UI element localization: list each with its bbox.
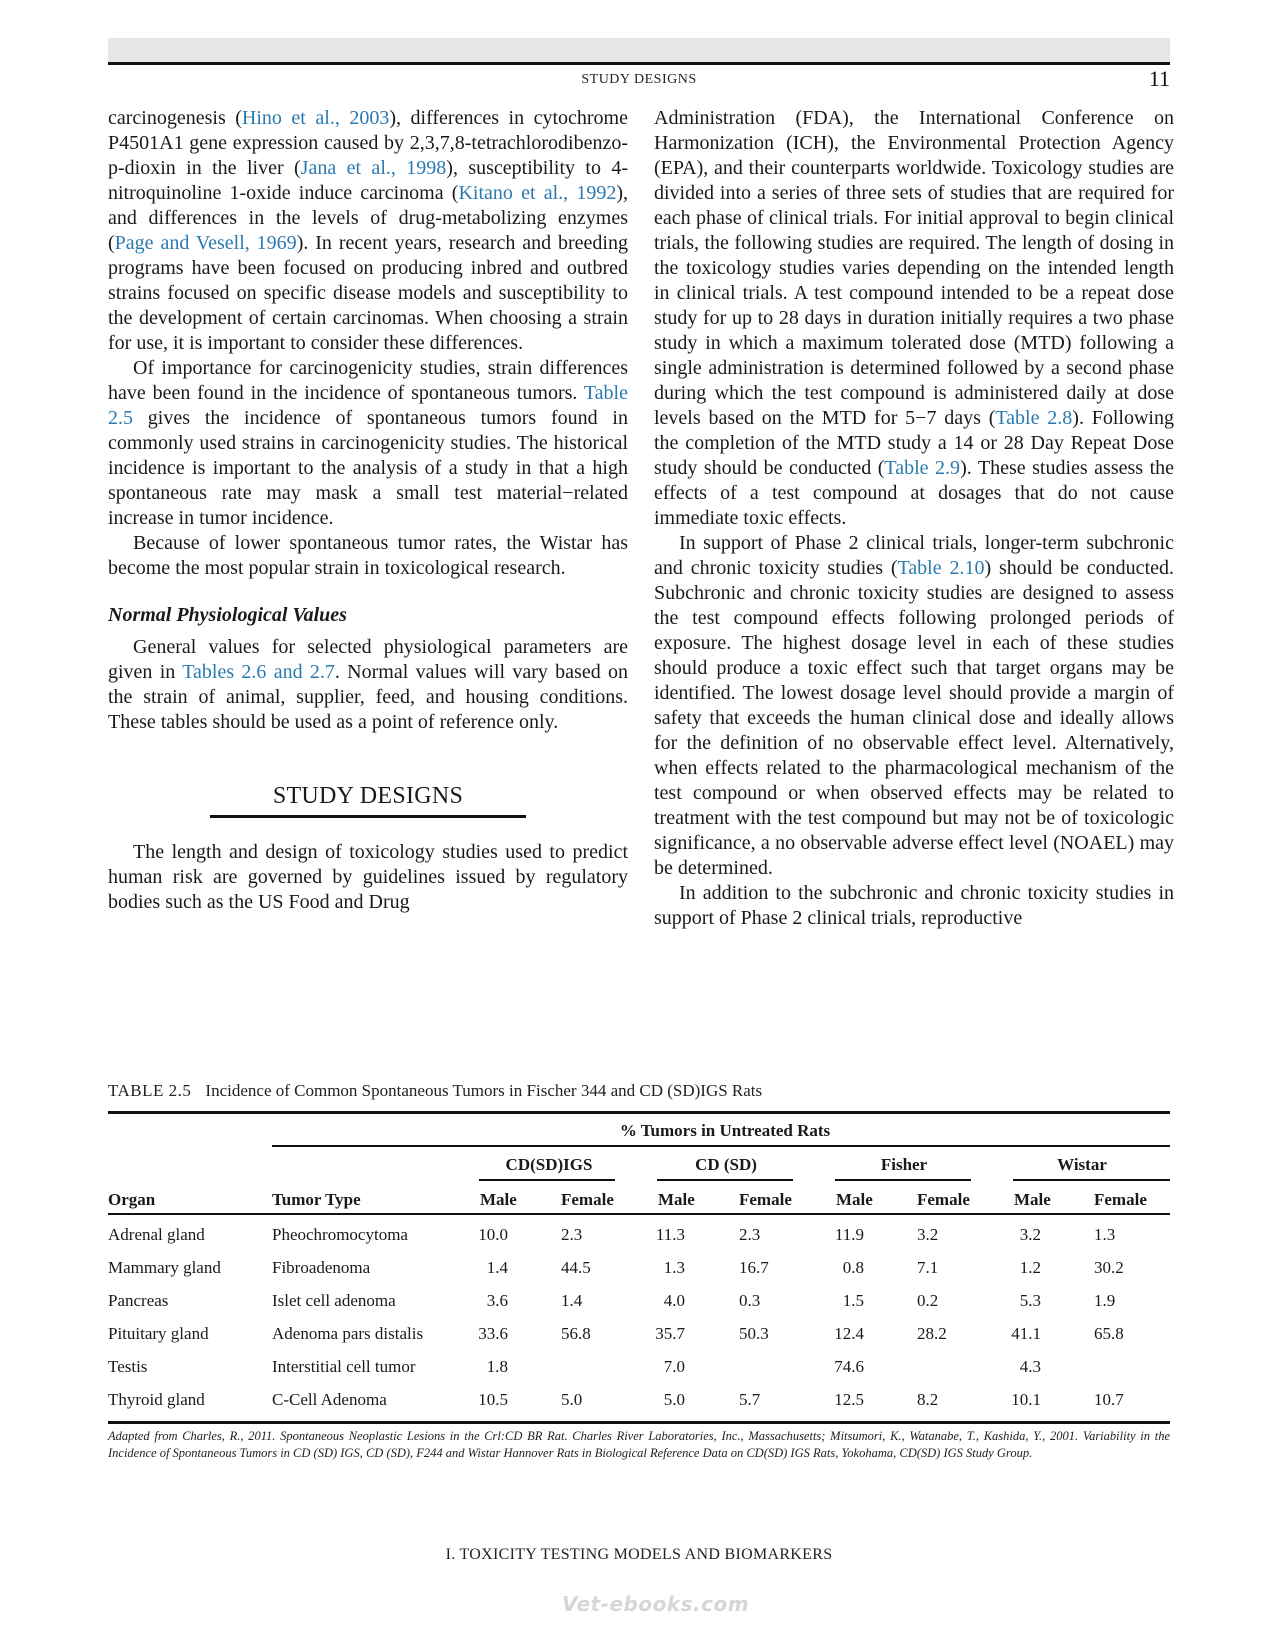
cell-value: 5.3: [1019, 1291, 1041, 1310]
text-run: In addition to the subchronic and chronic toxicity studies in support of Phase 2 clinical trials, reproductive: [654, 882, 1174, 929]
citation-link[interactable]: Tables 2.6 and 2.7: [182, 661, 335, 683]
text-run: ) should be conducted. Subchronic and chronic toxicity studies are designed to assess the test compound effects following prolonged periods of exposure. The highest dosage level in each of these studies should produce a toxic effect such that target organs may be identified. The lowest dosage level should provide a margin of safety that exceeds the human clinical dose and ideally allows for the definition of no observable effect level. Alternatively, when effects related to the pharmacological mechanism of the test compound or when observed effects may be related to treatment with the test compound but may not be of toxicologic significance, a no observable adverse effect level (NOAEL) may be determined.: [654, 557, 1174, 879]
cell-value: 1.9: [1094, 1291, 1116, 1310]
text-run: ). These studies assess the effects of a test compound at dosages that do not cause immediate toxic effects.: [654, 457, 1174, 529]
citation-link[interactable]: Kitano et al., 1992: [458, 182, 617, 204]
text-run: ). Following the completion of the MTD study a 14 or 28 Day Repeat Dose study should be conducted (: [654, 407, 1174, 479]
paragraph: [654, 881, 1174, 931]
paragraph: [108, 840, 628, 915]
strain-rule: [479, 1179, 615, 1181]
cell-value: 41.1: [1011, 1324, 1041, 1343]
cell-value: 30.2: [1094, 1258, 1124, 1277]
table-caption: [108, 1081, 1170, 1101]
subheading: Normal Physiological Values: [108, 604, 347, 626]
cell-value: 0.3: [739, 1291, 761, 1310]
cell-value: 16.7: [739, 1258, 769, 1277]
text-run: The length and design of toxicology studies used to predict human risk are governed by guidelines issued by regulatory bodies such as the US Food and Drug: [108, 841, 628, 913]
table-bottom-rule: [108, 1421, 1170, 1424]
cell-value: 10.7: [1094, 1390, 1124, 1409]
cell-value: 8.2: [917, 1390, 939, 1409]
cell-value: 5.7: [739, 1390, 761, 1409]
paragraph: [108, 635, 628, 735]
strain-header: Fisher: [880, 1155, 928, 1174]
running-head: STUDY DESIGNS: [581, 72, 697, 87]
cell-value: 3.6: [486, 1291, 508, 1310]
cell-value: 28.2: [917, 1324, 947, 1343]
sex-header-female: Female: [917, 1190, 970, 1209]
citation-link[interactable]: Table 2.10: [897, 557, 985, 579]
header-bar: [108, 38, 1170, 62]
text-run: ), and differences in the levels of drug-metabolizing enzymes (: [108, 182, 628, 254]
citation-link[interactable]: Table 2.5: [108, 382, 628, 429]
cell-value: 33.6: [478, 1324, 508, 1343]
cell-value: 7.1: [917, 1258, 939, 1277]
cell-value: 1.8: [486, 1357, 508, 1376]
paragraph: [654, 106, 1174, 531]
row-organ: Adrenal gland: [108, 1225, 205, 1244]
strain-header: CD(SD)IGS: [505, 1155, 593, 1174]
cell-value: 11.3: [655, 1225, 685, 1244]
column-header-tumor-type: Tumor Type: [272, 1190, 361, 1209]
cell-value: 10.5: [478, 1390, 508, 1409]
cell-value: 2.3: [561, 1225, 583, 1244]
cell-value: 1.5: [842, 1291, 864, 1310]
sex-header-male: Male: [836, 1190, 873, 1209]
cell-value: 4.0: [663, 1291, 685, 1310]
text-run: gives the incidence of spontaneous tumors found in commonly used strains in carcinogenicity studies. The historical incidence is important to the analysis of a study in that a high spontaneous rate may mask a small test material−related increase in tumor incidence.: [108, 407, 628, 529]
cell-value: 1.4: [486, 1258, 508, 1277]
sex-header-male: Male: [1014, 1190, 1051, 1209]
strain-rule: [657, 1179, 793, 1181]
cell-value: 35.7: [655, 1324, 685, 1343]
cell-value: 12.5: [834, 1390, 864, 1409]
page-number: 11: [1148, 66, 1170, 91]
page-footer: I. TOXICITY TESTING MODELS AND BIOMARKERS: [445, 1546, 833, 1563]
cell-value: 0.2: [917, 1291, 939, 1310]
cell-value: 56.8: [561, 1324, 591, 1343]
text-run: Because of lower spontaneous tumor rates, the Wistar has become the most popular strain in toxicological research.: [108, 532, 628, 579]
cell-value: 0.8: [842, 1258, 864, 1277]
text-run: ), differences in cytochrome P4501A1 gene expression caused by 2,3,7,8-tetrachlorodibenzo-p-dioxin in the liver (: [108, 107, 628, 179]
cell-value: 1.4: [561, 1291, 583, 1310]
cell-value: 10.1: [1011, 1390, 1041, 1409]
row-organ: Thyroid gland: [108, 1390, 205, 1409]
row-organ: Mammary gland: [108, 1258, 221, 1277]
cell-value: 5.0: [663, 1390, 685, 1409]
cell-value: 3.2: [917, 1225, 939, 1244]
cell-value: 1.3: [663, 1258, 685, 1277]
row-tumor-type: Adenoma pars distalis: [272, 1324, 424, 1343]
sex-header-male: Male: [658, 1190, 695, 1209]
paragraph: [108, 531, 628, 581]
cell-value: 11.9: [834, 1225, 864, 1244]
text-run: carcinogenesis (: [108, 107, 242, 129]
cell-value: 12.4: [834, 1324, 864, 1343]
strain-rule: [835, 1179, 971, 1181]
strain-rule: [1013, 1179, 1170, 1181]
cell-value: 5.0: [561, 1390, 583, 1409]
cell-value: 7.0: [663, 1357, 685, 1376]
paragraph: [108, 106, 628, 356]
cell-value: 1.3: [1094, 1225, 1116, 1244]
row-tumor-type: C-Cell Adenoma: [272, 1390, 387, 1409]
cell-value: 10.0: [478, 1225, 508, 1244]
cell-value: 50.3: [739, 1324, 769, 1343]
row-tumor-type: Pheochromocytoma: [272, 1225, 408, 1244]
table-label: TABLE 2.5: [108, 1081, 192, 1100]
cell-value: 74.6: [834, 1357, 864, 1376]
text-run: . Normal values will vary based on the strain of animal, supplier, feed, and housing conditions. These tables should be used as a point of reference only.: [108, 661, 629, 733]
cell-value: 2.3: [739, 1225, 761, 1244]
strain-header: CD (SD): [695, 1155, 757, 1174]
table-top-rule: [108, 1111, 1170, 1114]
section-heading: STUDY DESIGNS: [210, 781, 526, 818]
table-title: Incidence of Common Spontaneous Tumors in Fischer 344 and CD (SD)IGS Rats: [205, 1081, 763, 1100]
text-run: ). In recent years, research and breeding programs have been focused on producing inbred and outbred strains focused on specific disease models and susceptibility to the development of certain carcinomas. When choosing a strain for use, it is important to consider these differences.: [108, 232, 628, 354]
paragraph: [654, 531, 1174, 881]
sex-header-female: Female: [739, 1190, 792, 1209]
text-run: In support of Phase 2 clinical trials, longer-term subchronic and chronic toxicity studies (: [654, 532, 1174, 579]
cell-value: 4.3: [1019, 1357, 1041, 1376]
row-tumor-type: Islet cell adenoma: [272, 1291, 396, 1310]
text-run: Administration (FDA), the International Conference on Harmonization (ICH), the Environmental Protection Agency (EPA), and their counterparts worldwide. Toxicology studies are divided into a series of three sets of studies that are required for each phase of clinical trials. For initial approval to begin clinical trials, the following studies are required. The length of dosing in the toxicology studies varies depending on the intended length in clinical trials. A test compound intended to be a repeat dose study for up to 28 days in duration initially requires a two phase study in which a maximum tolerated dose (MTD) following a single administration is determined followed by a second phase during which the test compound is administered daily at dose levels based on the MTD for 5−7 days (: [654, 107, 1174, 429]
row-tumor-type: Fibroadenoma: [272, 1258, 371, 1277]
header-rule: [108, 62, 1170, 65]
group-header: % Tumors in Untreated Rats: [619, 1121, 831, 1140]
citation-link[interactable]: Table 2.9: [884, 457, 961, 479]
cell-value: 44.5: [561, 1258, 591, 1277]
right-column: [654, 106, 1174, 931]
watermark-logo: Vet-ebooks.com: [562, 1592, 750, 1616]
strain-header: Wistar: [1057, 1155, 1107, 1174]
citation-link[interactable]: Hino et al., 2003: [241, 107, 390, 129]
sex-header-female: Female: [561, 1190, 614, 1209]
citation-link[interactable]: Page and Vesell, 1969: [114, 232, 297, 254]
cell-value: 1.2: [1019, 1258, 1041, 1277]
row-organ: Pituitary gland: [108, 1324, 209, 1343]
paragraph: [108, 356, 628, 531]
cell-value: 3.2: [1019, 1225, 1041, 1244]
text-run: Of importance for carcinogenicity studies, strain differences have been found in the incidence of spontaneous tumors.: [108, 357, 628, 404]
column-header-organ: Organ: [108, 1190, 156, 1209]
cell-value: 65.8: [1094, 1324, 1124, 1343]
citation-link[interactable]: Table 2.8: [995, 407, 1073, 429]
header-bottom-rule: [108, 1213, 1170, 1215]
table-footnote: Adapted from Charles, R., 2011. Spontaneous Neoplastic Lesions in the Crl:CD BR Rat. Charles River Laboratories, Inc., Massachusetts; Mitsumori, K., Watanabe, T., Kashida, Y., 2001. Variability in the Incidence of Spontaneous Tumors in CD (SD) IGS, CD (SD), F244 and Wistar Hannover Rats in Biological Reference Data on CD(SD) IGS Rats, Yokohama, CD(SD) IGS Study Group.: [108, 1429, 1170, 1460]
row-organ: Pancreas: [108, 1291, 169, 1310]
row-organ: Testis: [108, 1357, 148, 1376]
text-run: ), susceptibility to 4-nitroquinoline 1-oxide induce carcinoma (: [108, 157, 629, 204]
text-run: General values for selected physiological parameters are given in: [108, 636, 628, 683]
citation-link[interactable]: Jana et al., 1998: [300, 157, 447, 179]
left-column: [108, 106, 628, 915]
sex-header-female: Female: [1094, 1190, 1147, 1209]
row-tumor-type: Interstitial cell tumor: [272, 1357, 416, 1376]
sex-header-male: Male: [480, 1190, 517, 1209]
group-header-rule: [272, 1145, 1170, 1147]
